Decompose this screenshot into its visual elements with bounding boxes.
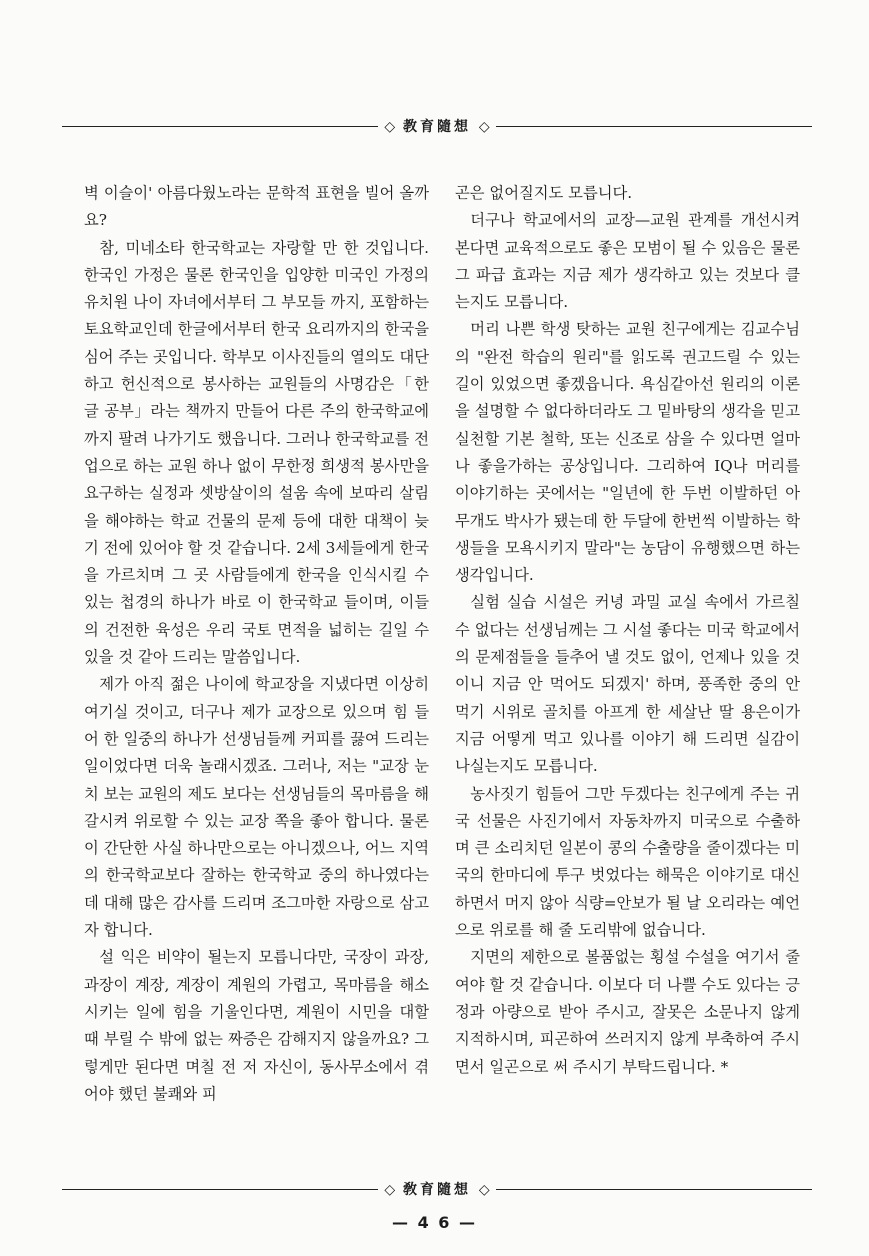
footer-rule <box>62 1177 812 1201</box>
paragraph: 지면의 제한으로 볼품없는 횡설 수설을 여기서 줄여야 할 것 같습니다. 이보다 더 나쁠 수도 있다는 긍정과 아량으로 받아 주시고, 잘못은 소문나지 않게 지적하시며, 피곤하여 쓰러지지 않게 부축하여 주시면서 일곤으로 써 주시기 부탁드립니다. * <box>455 948 800 1076</box>
header-title: 教育隨想 <box>403 119 471 135</box>
paragraph: 농사짓기 힘들어 그만 두겠다는 친구에게 주는 귀국 선물은 사진기에서 자동차까지 미국으로 수출하며 큰 소리치던 일본이 콩의 수출량을 줄이겠다는 미국의 한마디에 투구 벗었다는 해묵은 이야기로 대신하면서 머지 않아 식량=안보가 될 날 오리라는 예언으로 위로를 해 줄 도리밖에 없습니다. <box>455 784 800 940</box>
page-number: — 4 6 — <box>392 1213 477 1232</box>
footer-title-block <box>378 1179 495 1199</box>
header-line-left <box>62 126 378 127</box>
diamond-icon: ◇ <box>478 119 490 135</box>
diamond-icon: ◇ <box>478 1182 490 1198</box>
paragraph: 설 익은 비약이 될는지 모릅니다만, 국장이 과장, 과장이 계장, 계장이 계원의 가렵고, 목마름을 해소시키는 일에 힘을 기울인다면, 계원이 시민을 대할 때 부릴 수 밖에 없는 짜증은 감해지지 않을까요? 그렇게만 된다면 며칠 전 저 자신이, 동사무소에서 겪어야 했던 불쾌와 피 <box>84 948 429 1103</box>
paragraph: 더구나 학교에서의 교장—교원 관계를 개선시켜 본다면 교육적으로도 좋은 모범이 될 수 있음은 물론 그 파급 효과는 지금 제가 생각하고 있는 것보다 클는지도 모릅니다. <box>455 211 800 312</box>
paragraph: 실험 실습 시설은 커녕 과밀 교실 속에서 가르칠 수 없다는 선생님께는 그 시설 좋다는 미국 학교에서의 문제점들을 들추어 낼 것도 없이, 언제나 있을 것이니 지금 안 먹어도 되겠지' 하며, 풍족한 중의 안 먹기 시위로 골치를 아프게 한 세살난 딸 용은이가 지금 어떻게 먹고 있나를 이야기 해 드리면 실감이 나실는지도 모릅니다. <box>455 593 800 776</box>
footer-title: 敎育隨想 <box>403 1182 471 1198</box>
right-column <box>455 180 800 1165</box>
paragraph: 제가 아직 젊은 나이에 학교장을 지냈다면 이상히 여기실 것이고, 더구나 제가 교장으로 있으며 힘 들어 한 일중의 하나가 선생님들께 커피를 끓여 드리는 일이었다면 더욱 놀래시겠죠. 그러나, 저는 "교장 눈치 보는 교원의 제도 보다는 선생님들의 목마름을 해갈시켜 위로할 수 있는 교장 쪽을 좋아 합니다. 물론 이 간단한 사실 하나만으로는 아니겠으나, 어느 지역의 한국학교보다 잘하는 한국학교 중의 하나였다는데 대해 많은 감사를 드리며 조그마한 자랑으로 삼고자 합니다. <box>84 675 429 940</box>
paragraph: 참, 미네소타 한국학교는 자랑할 만 한 것입니다. 한국인 가정은 물론 한국인을 입양한 미국인 가정의 유치원 나이 자녀에서부터 그 부모들 까지, 포함하는 토요학교인데 한글에서부터 한국 요리까지의 한국을 심어 주는 곳입니다. 학부모 이사진들의 열의도 대단하고 헌신적으로 봉사하는 교원들의 사명감은「한글 공부」라는 책까지 만들어 다른 주의 한국학교에 까지 팔려 나가기도 했읍니다. 그러나 한국학교를 전업으로 하는 교원 하나 없이 무한정 희생적 봉사만을 요구하는 실정과 셋방살이의 설움 속에 보따리 살림을 해야하는 학교 건물의 문제 등에 대한 대책이 늦기 전에 있어야 할 것 같습니다. 2세 3세들에게 한국을 가르치며 그 곳 사람들에게 한국을 인식시킬 수 있는 첩경의 하나가 바로 이 한국학교 들이며, 이들의 건전한 육성은 우리 국토 면적을 넓히는 길일 수 있을 것 같아 드리는 말씀입니다. <box>84 238 429 667</box>
paragraph: 벽 이슬이' 아름다웠노라는 문학적 표현을 빌어 올까요? <box>84 184 429 230</box>
header-rule <box>62 114 812 138</box>
paragraph: 머리 나쁜 학생 탓하는 교원 친구에게는 김교수님의 "완전 학습의 원리"를 읽도록 권고드릴 수 있는 길이 있었으면 좋겠읍니다. 욕심같아선 원리의 이론을 설명할 수 없다하더라도 그 밑바탕의 생각을 믿고 실천할 기본 철학, 또는 신조로 삼을 수 있다면 얼마나 좋을가하는 공상입니다. 그리하여 IQ나 머리를 이야기하는 곳에서는 "일년에 한 두번 이발하던 아무개도 박사가 됐는데 한 두달에 한번씩 이발하는 학생들을 모욕시키지 말라"는 농담이 유행했으면 하는 생각입니다. <box>455 320 800 585</box>
header-line-right <box>496 126 812 127</box>
left-column <box>84 180 429 1165</box>
header-title-block <box>378 116 495 136</box>
paragraph: 곤은 없어질지도 모릅니다. <box>455 184 633 202</box>
footer-line-right <box>496 1189 812 1190</box>
footer-line-left <box>62 1189 378 1190</box>
diamond-icon: ◇ <box>384 119 396 135</box>
diamond-icon: ◇ <box>384 1182 396 1198</box>
